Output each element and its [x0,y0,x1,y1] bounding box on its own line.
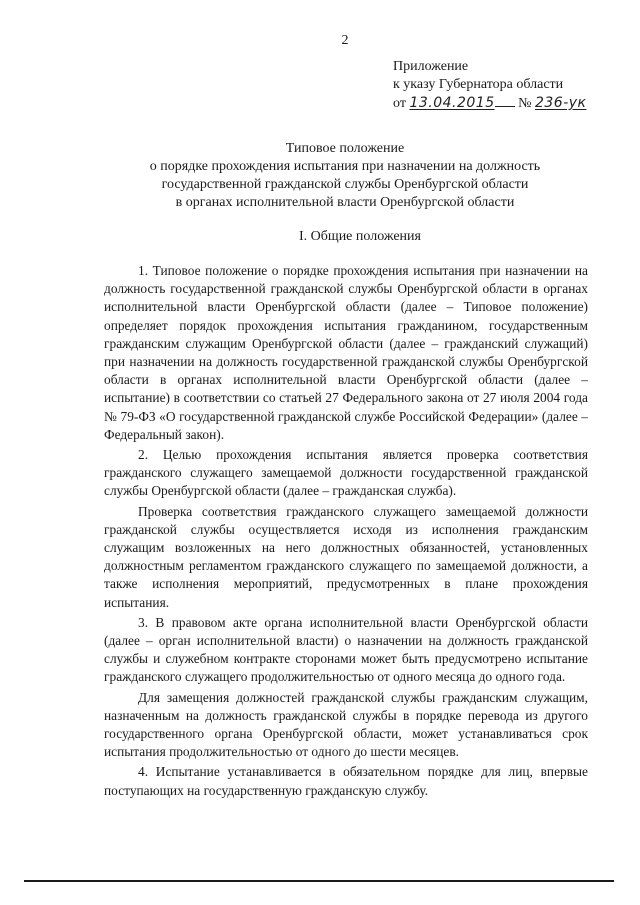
document-title [0,140,640,212]
document-body [104,262,588,802]
title-line-1: Типовое положение [285,141,405,156]
paragraph-5: Для замещения должностей гражданской службы гражданским служащим, назначенным на должность гражданской службы в порядке перевода из другого государственного органа Оренбургской области, может устанавливаться срок испытания продолжительностью от одного до шести месяцев. [104,689,588,760]
appendix-decree-reference: к указу Губернатора области [393,77,564,92]
date-underline [495,94,515,107]
section-heading: I. Общие положения [299,229,421,244]
handwritten-number: 236-ук [534,95,587,111]
bottom-scan-edge-line [24,880,614,882]
title-line-4: в органах исполнительной власти Оренбургской области [175,195,515,210]
paragraph-4: 3. В правовом акте органа исполнительной власти Оренбургской области (далее – орган исполнительной власти) о назначении на должность гражданской службы и служебном контракте сторонами может быть предусмотрено испытание гражданского служащего продолжительностью от одного месяца до одного года. [104,614,588,685]
number-prefix: № [518,96,532,111]
paragraph-2: 2. Целью прохождения испытания является проверка соответствия гражданского служащего замещаемой должности государственной гражданской службы Оренбургской области (далее – гражданская служба). [104,447,588,499]
appendix-label: Приложение [393,59,469,74]
page-number: 2 [341,33,349,48]
appendix-block [393,58,586,113]
date-prefix: от [393,96,406,111]
paragraph-3: Проверка соответствия гражданского служащего замещаемой должности гражданской службы осуществляется исходя из исполнения гражданским служащим возложенных на него должностных обязанностей, установленных должностным регламентом гражданского служащего по замещаемой должности, а также исполнения мероприятий, предусмотренных в плане прохождения испытания. [104,503,588,610]
appendix-date-number-line [393,94,586,113]
handwritten-date: 13.04.2015 [409,95,495,111]
title-line-3: государственной гражданской службы Оренбургской области [161,177,529,192]
paragraph-6: 4. Испытание устанавливается в обязательном порядке для лиц, впервые поступающих на государственную гражданскую службу. [104,764,588,798]
title-line-2: о порядке прохождения испытания при назначении на должность [149,159,541,174]
paragraph-1: 1. Типовое положение о порядке прохождения испытания при назначении на должность государственной гражданской службы Оренбургской области в органах исполнительной власти Оренбургской области (далее – Типовое положение) определяет порядок прохождения испытания гражданином, государственным гражданским служащим Оренбургской области (далее – гражданский служащий) при назначении на должность государственной гражданской службы Оренбургской области в органах исполнительной власти Оренбургской области (далее – испытание) в соответствии со статьей 27 Федерального закона от 27 июля 2004 года № 79-ФЗ «О государственной гражданской службе Российской Федерации» (далее – Федеральный закон). [104,263,588,442]
